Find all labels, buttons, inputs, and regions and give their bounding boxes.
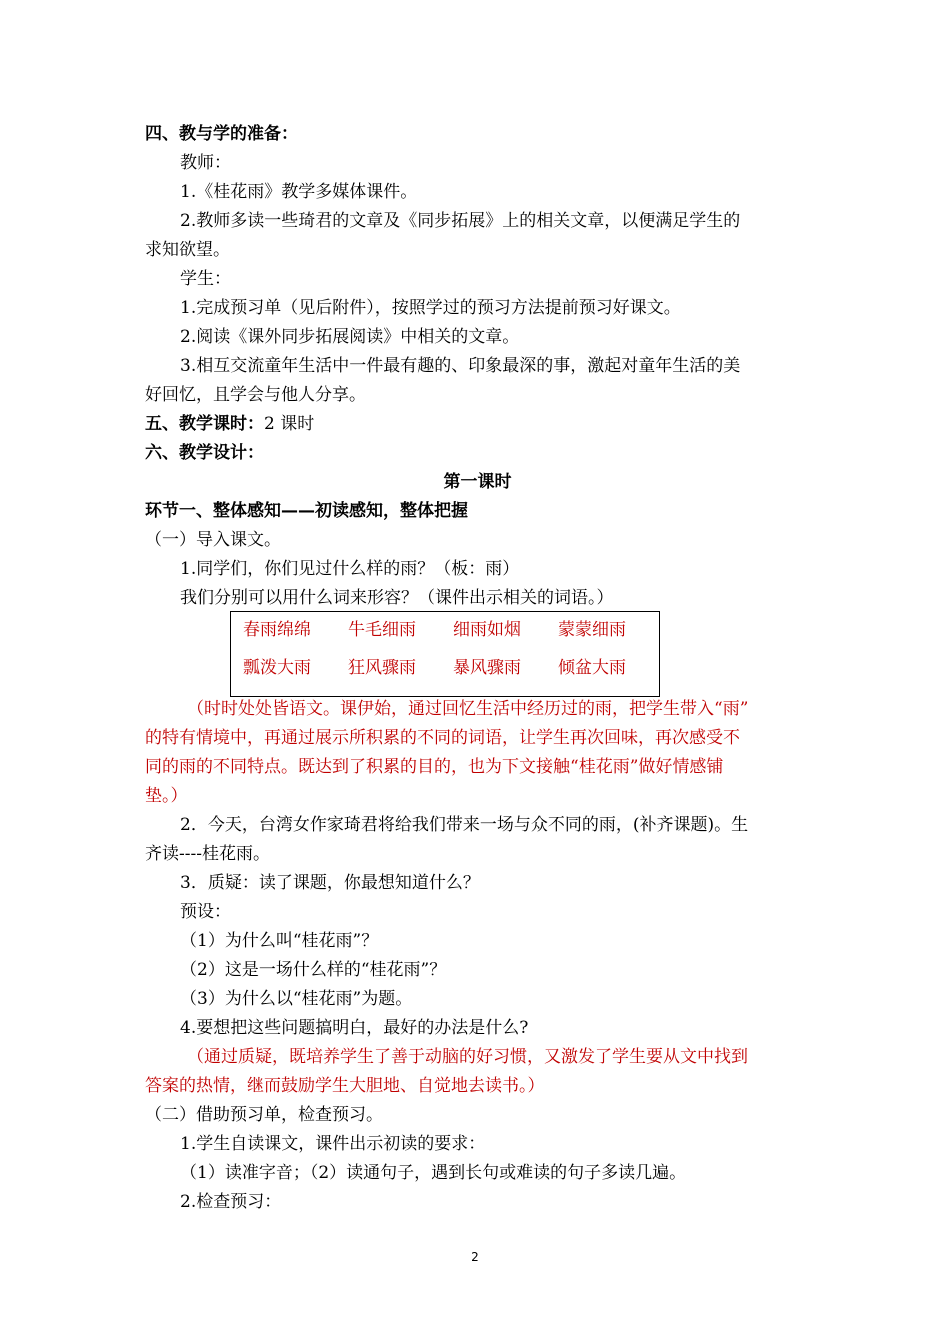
- preset-label: 预设：: [180, 902, 231, 922]
- note-1-line-4: 垫。）: [145, 786, 188, 806]
- section-4-heading: 四、教与学的准备：: [145, 124, 298, 144]
- word-item: 牛毛细雨: [348, 620, 416, 640]
- preset-3: （3）为什么以“桂花雨”为题。: [180, 989, 413, 1009]
- word-item: 春雨绵绵: [243, 620, 311, 640]
- part-2-title: （二）借助预习单，检查预习。: [145, 1105, 383, 1125]
- student-item-3: 3.相互交流童年生活中一件最有趣的、印象最深的事，激起对童年生活的美: [180, 356, 741, 376]
- section-5: [145, 410, 810, 439]
- student-item-2: 2.阅读《课外同步拓展阅读》中相关的文章。: [180, 327, 520, 347]
- reading-1: 1.学生自读课文，课件出示初读的要求：: [180, 1134, 486, 1154]
- reading-2: 2.检查预习：: [180, 1192, 282, 1212]
- teacher-item-1: 1.《桂花雨》教学多媒体课件。: [180, 182, 418, 202]
- section-6-heading: 六、教学设计：: [145, 443, 264, 463]
- teacher-item-2: 2.教师多读一些琦君的文章及《同步拓展》上的相关文章，以便满足学生的: [180, 211, 741, 231]
- preset-1: （1）为什么叫“桂花雨”？: [180, 931, 379, 951]
- note-2-line-2: 答案的热情，继而鼓励学生大胆地、自觉地去读书。）: [145, 1076, 545, 1096]
- teacher-label: 教师：: [180, 153, 231, 173]
- student-label: 学生：: [180, 269, 231, 289]
- word-item: 狂风骤雨: [348, 658, 416, 678]
- note-2-line-1: （通过质疑，既培养学生了善于动脑的好习惯，又激发了学生要从文中找到: [187, 1047, 748, 1067]
- word-item: 蒙蒙细雨: [558, 620, 626, 640]
- student-item-1: 1.完成预习单（见后附件），按照学过的预习方法提前预习好课文。: [180, 298, 681, 318]
- part-1-title: （一）导入课文。: [145, 530, 281, 550]
- question-2: 2．今天，台湾女作家琦君将给我们带来一场与众不同的雨，(补齐课题)。生: [180, 815, 749, 835]
- section-1-title: 环节一、整体感知——初读感知，整体把握: [145, 501, 468, 521]
- lesson-title: 第一课时: [443, 472, 512, 492]
- reading-1b: （1）读准字音；（2）读通句子，遇到长句或难读的句子多读几遍。: [180, 1163, 687, 1183]
- note-1-line-2: 的特有情境中，再通过展示所积累的不同的词语，让学生再次回味，再次感受不: [145, 728, 740, 748]
- word-box: [230, 611, 660, 697]
- teacher-item-2-cont: 求知欲望。: [145, 240, 230, 260]
- page-number: 2: [471, 1250, 479, 1264]
- section-5-heading: 五、教学课时：: [145, 414, 264, 434]
- question-1b: 我们分别可以用什么词来形容？（课件出示相关的词语。）: [180, 588, 614, 608]
- word-item: 细雨如烟: [453, 620, 521, 640]
- question-3: 3．质疑：读了课题，你最想知道什么？: [180, 873, 480, 893]
- word-item: 暴风骤雨: [453, 658, 521, 678]
- question-1: 1.同学们，你们见过什么样的雨？（板：雨）: [180, 559, 520, 579]
- preset-2: （2）这是一场什么样的“桂花雨”？: [180, 960, 447, 980]
- word-item: 瓢泼大雨: [243, 658, 311, 678]
- word-item: 倾盆大雨: [558, 658, 626, 678]
- note-1-line-1: （时时处处皆语文。课伊始，通过回忆生活中经历过的雨，把学生带入“雨”: [187, 699, 749, 719]
- note-1-line-3: 同的雨的不同特点。既达到了积累的目的，也为下文接触“桂花雨”做好情感铺: [145, 757, 724, 777]
- question-4: 4.要想把这些问题搞明白，最好的办法是什么?: [180, 1018, 529, 1038]
- question-2-cont: 齐读----桂花雨。: [145, 844, 270, 864]
- section-5-value: 2 课时: [264, 414, 315, 434]
- student-item-3-cont: 好回忆，且学会与他人分享。: [145, 385, 366, 405]
